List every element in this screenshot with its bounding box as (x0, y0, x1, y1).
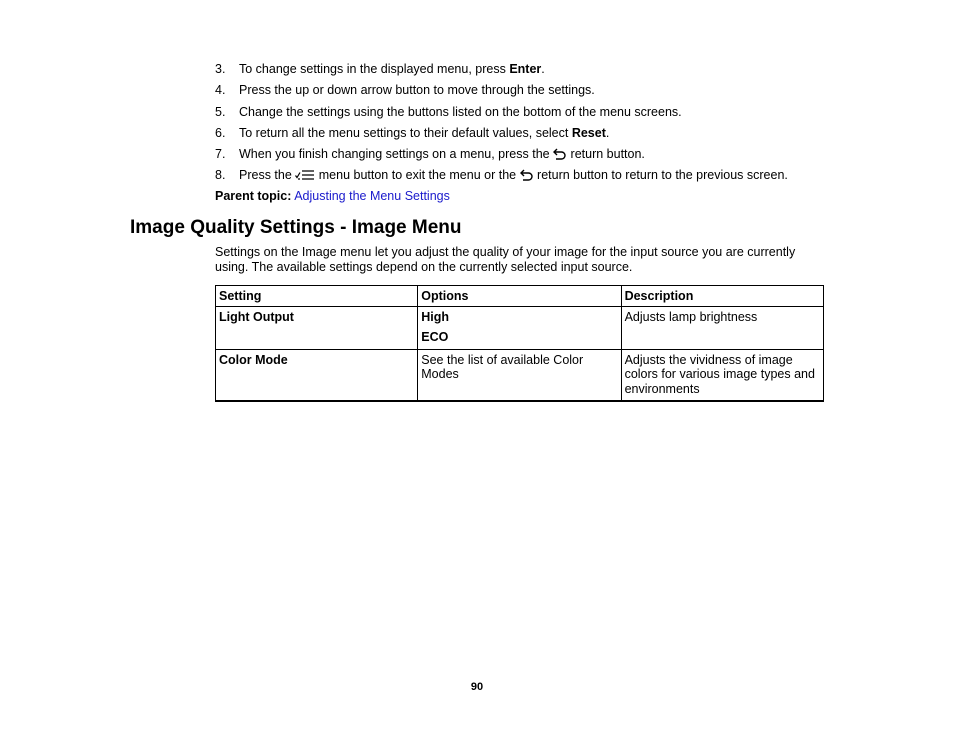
column-header-description: Description (621, 286, 823, 307)
step-text-part: To change settings in the displayed menu, press (239, 62, 510, 76)
steps-list (215, 62, 855, 190)
step-bold-term: Enter (509, 62, 542, 76)
step-item (215, 62, 855, 83)
step-bold-term: Reset (571, 125, 606, 140)
column-header-setting: Setting (216, 286, 418, 307)
step-item (215, 83, 855, 104)
step-number: 6. (215, 125, 226, 140)
return-icon (520, 169, 534, 185)
description-cell: Adjusts lamp brightness (621, 306, 823, 349)
step-text (239, 168, 788, 185)
step-item (215, 126, 855, 147)
step-text: Press the up or down arrow button to move through the settings. (239, 83, 595, 98)
description-cell: Adjusts the vividness of image colors for various image types and environments (621, 349, 823, 401)
settings-table (215, 285, 824, 402)
step-text-part: return button. (567, 147, 645, 162)
step-text-part: To return all the menu settings to their default values, select (239, 125, 572, 140)
step-number: 8. (215, 168, 226, 183)
step-text-part: When you finish changing settings on a menu, press the (239, 147, 554, 162)
parent-topic-label: Parent topic: (215, 189, 292, 203)
table-row (216, 306, 824, 349)
step-text-part: . (541, 62, 545, 76)
step-item (215, 168, 855, 189)
step-text (239, 147, 645, 164)
step-text-part: . (605, 125, 610, 140)
step-text: Change the settings using the buttons listed on the bottom of the menu screens. (239, 104, 682, 119)
step-number: 3. (215, 62, 226, 76)
option-value: High (421, 309, 450, 324)
parent-topic-link[interactable]: Adjusting the Menu Settings (294, 189, 450, 203)
parent-topic (215, 189, 450, 204)
setting-cell: Light Output (216, 306, 418, 349)
column-header-options: Options (418, 286, 621, 307)
intro-paragraph: Settings on the Image menu let you adjust the quality of your image for the input source you are currently using. The available settings depend on the currently selected input source. (215, 245, 796, 274)
option-value: ECO (421, 330, 449, 344)
table-row (216, 349, 824, 401)
step-text-part: Press the (239, 168, 296, 183)
step-text-part: menu button to exit the menu or the (315, 168, 520, 183)
step-number: 7. (215, 147, 226, 162)
options-cell: See the list of available Color Modes (418, 349, 621, 401)
options-cell (418, 306, 621, 349)
page-number: 90 (470, 681, 484, 693)
section-heading: Image Quality Settings - Image Menu (130, 217, 462, 238)
step-text (239, 126, 609, 141)
setting-cell: Color Mode (216, 349, 418, 401)
step-item (215, 147, 855, 168)
menu-icon (295, 169, 315, 185)
step-number: 5. (215, 104, 226, 119)
table-header-row (216, 286, 824, 307)
return-icon (553, 148, 567, 164)
step-number: 4. (215, 83, 226, 98)
step-item (215, 105, 855, 126)
step-text (239, 62, 545, 77)
step-text-part: return button to return to the previous screen. (533, 168, 788, 183)
